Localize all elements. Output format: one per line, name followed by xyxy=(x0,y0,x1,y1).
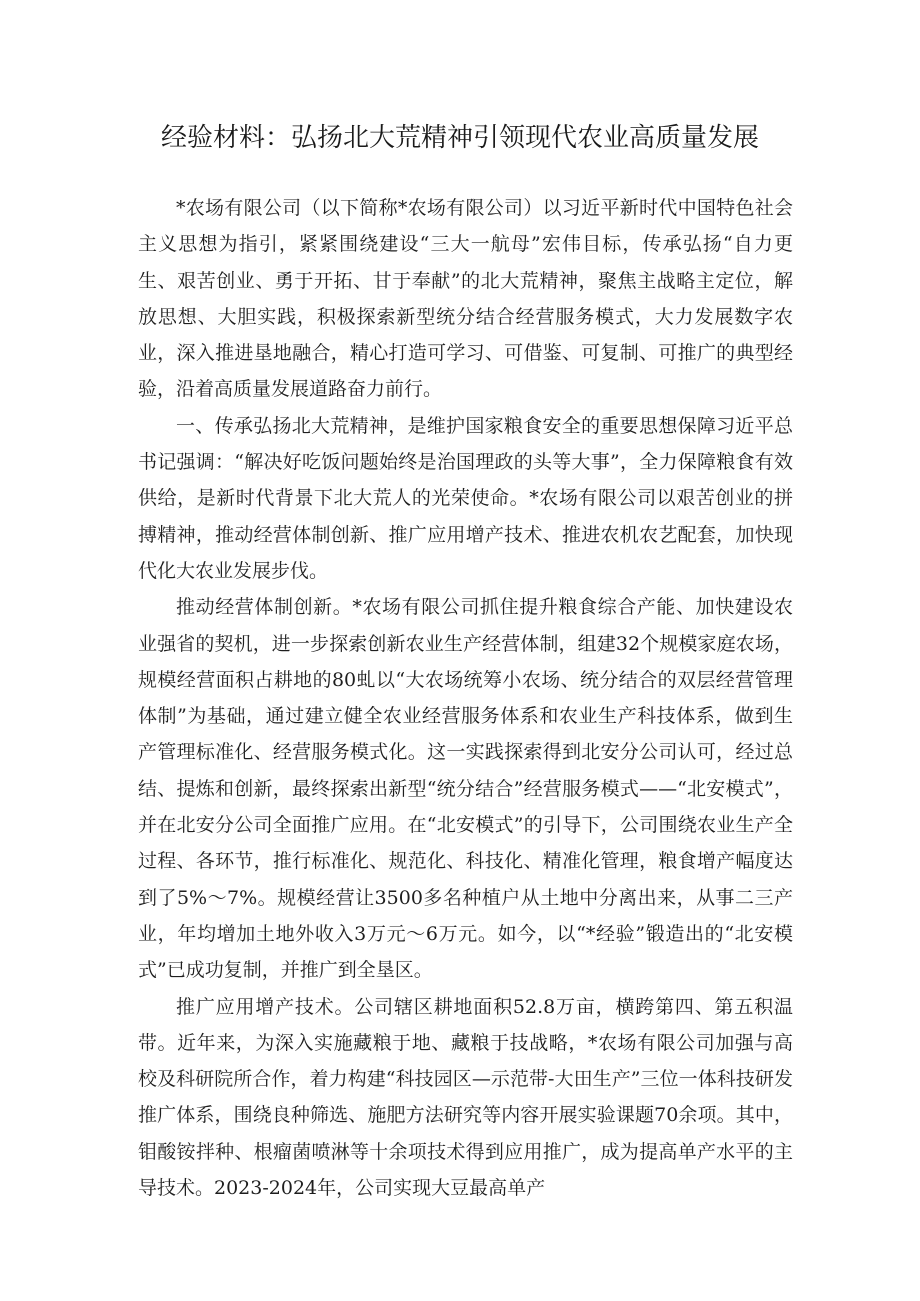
paragraph-technology-promotion: 推广应用增产技术。公司辖区耕地面积52.8万亩，横跨第四、第五积温带。近年来，为深入实施藏粮于地、藏粮于技战略，*农场有限公司加强与高校及科研院所合作，着力构建“科技园区—示范带-大田生产”三位一体科技研发推广体系，围绕良种筛选、施肥方法研究等内容开展实验课题70余项。其中，钼酸铵拌种、根瘤菌喷淋等十余项技术得到应用推广，成为提高单产水平的主导技术。2023-2024年，公司实现大豆最高单产 xyxy=(138,995,793,1200)
paragraph-section-one: 一、传承弘扬北大荒精神，是维护国家粮食安全的重要思想保障习近平总书记强调：“解决好吃饭问题始终是治国理政的头等大事”，全力保障粮食有效供给，是新时代背景下北大荒人的光荣使命。*农场有限公司以艰苦创业的拼搏精神，推动经营体制创新、推广应用增产技术、推进农机农艺配套，加快现代化大农业发展步伐。 xyxy=(138,414,793,582)
paragraph-intro: *农场有限公司（以下简称*农场有限公司）以习近平新时代中国特色社会主义思想为指引，紧紧围绕建设“三大一航母”宏伟目标，传承弘扬“自力更生、艰苦创业、勇于开拓、甘于奉献”的北大荒精神，聚焦主战略主定位，解放思想、大胆实践，积极探索新型统分结合经营服务模式，大力发展数字农业，深入推进垦地融合，精心打造可学习、可借鉴、可复制、可推广的典型经验，沿着高质量发展道路奋力前行。 xyxy=(138,197,793,401)
paragraph-management-innovation: 推动经营体制创新。*农场有限公司抓住提升粮食综合产能、加快建设农业强省的契机，进一步探索创新农业生产经营体制，组建32个规模家庭农场，规模经营面积占耕地的80虬以“大农场统筹小农场、统分结合的双层经营管理体制”为基础，通过建立健全农业经营服务体系和农业生产科技体系，做到生产管理标准化、经营服务模式化。这一实践探索得到北安分公司认可，经过总结、提炼和创新，最终探索出新型“统分结合”经营服务模式——“北安模式”，并在北安分公司全面推广应用。在“北安模式”的引导下，公司围绕农业生产全过程、各环节，推行标准化、规范化、科技化、精准化管理，粮食增产幅度达到了5%～7%。规模经营让3500多名种植户从土地中分离出来，从事二三产业，年均增加土地外收入3万元～6万元。如今，以“*经验”锻造出的“北安模式”已成功复制，并推广到全垦区。 xyxy=(138,596,793,982)
document-body xyxy=(138,190,793,1206)
document-title: 经验材料：弘扬北大荒精神引领现代农业高质量发展 xyxy=(160,123,759,153)
